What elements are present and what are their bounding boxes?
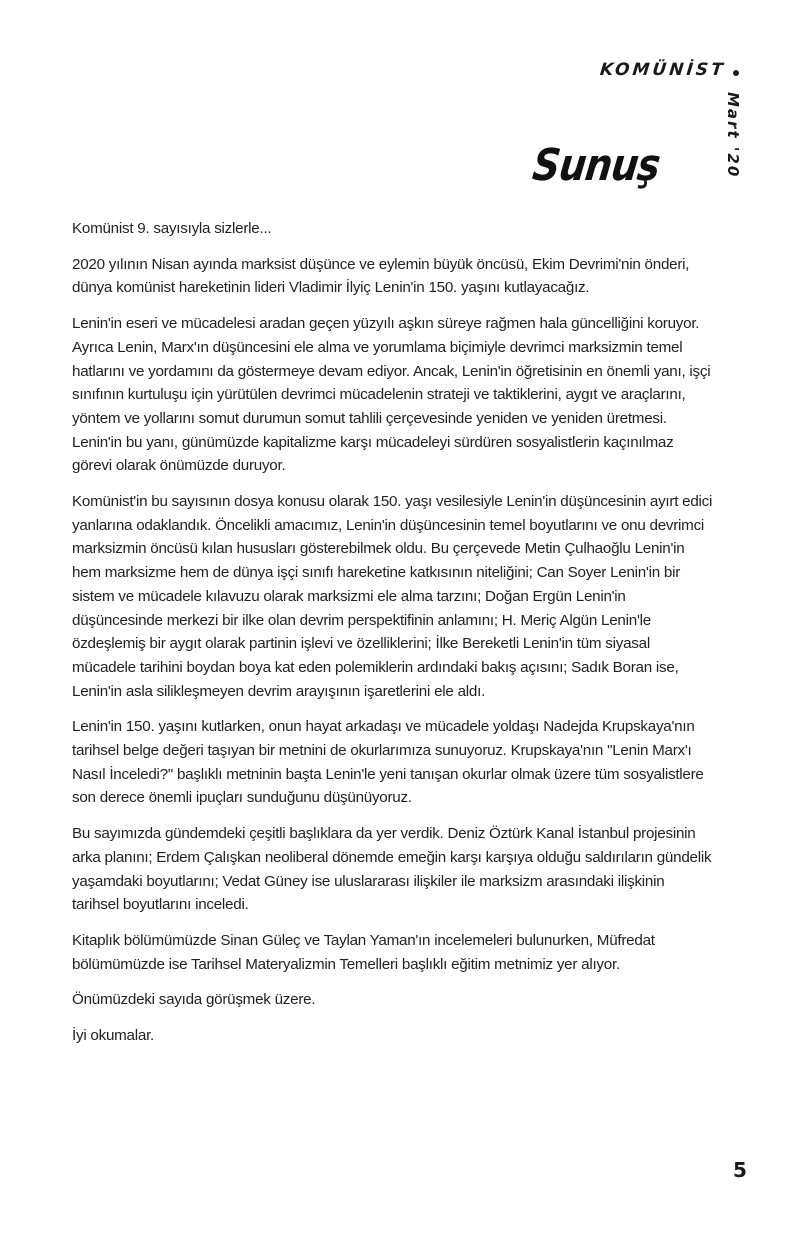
paragraph-library: Kitaplık bölümümüzde Sinan Güleç ve Taylan Yaman'ın incelemeleri bulunurken, Müfredat bölümümüzde ise Tarihsel Materyalizmin Temelleri başlıklı eğitim metnimiz yer alıyor. xyxy=(72,931,655,973)
paragraph-dossier: Komünist'in bu sayısının dosya konusu olarak 150. yaşı vesilesiyle Lenin'in düşüncesinin ayırt edici yanlarına odaklandık. Öncelikli amacımız, Lenin'in düşüncesinin temel boyutlarını ve onu devrimci marksizmin öncüsü kılan hususları gösterebilmek oldu. Bu çerçevede Metin Çulhaoğlu Lenin'in hem marksizme hem de dünya işçi sınıfı hareketine katkısının niteliğini; Can Soyer Lenin'in bir sistem ve mücadele kılavuzu olarak marksizmi ele alma tarzını; Doğan Ergün Lenin'in düşüncesinde merkezi bir ilke olan devrim perspektifinin anlamını; H. Meriç Algün Lenin'le özdeşlemiş bir aygıt olarak partinin işlevi ve özelliklerini; İlke Bereketli Lenin'in tüm siyasal mücadele tarihini boydan boya kat eden polemiklerin ardındaki bakış açısını; Sadık Boran ise, Lenin'in asla silikleşmeyen devrim arayışının işaretlerini ele aldı. xyxy=(72,493,713,700)
paragraph-intro: Komünist 9. sayısıyla sizlerle... xyxy=(72,220,272,237)
page-title: Sunuş xyxy=(529,140,663,191)
paragraph-anniversary: 2020 yılının Nisan ayında marksist düşünce ve eylemin büyük öncüsü, Ekim Devrimi'nin önderi, dünya komünist hareketinin lideri Vladimir İlyiç Lenin'in 150. yaşını kutlayacağız. xyxy=(72,255,690,297)
paragraph-current-topics: Bu sayımızda gündemdeki çeşitli başlıklara da yer verdik. Deniz Öztürk Kanal İstanbul projesinin arka planını; Erdem Çalışkan neoliberal dönemde emeğin karşı karşıya olduğu saldırıların gündelik yaşamdaki boyutlarını; Vedat Güney ise uluslararası ilişkiler ile marksizm arasındaki ilişkinin tarihsel boyutlarını inceledi. xyxy=(72,825,712,914)
article-body xyxy=(72,217,714,1060)
issue-date: Mart '20 xyxy=(724,92,742,179)
paragraph-krupskaya: Lenin'in 150. yaşını kutlarken, onun hayat arkadaşı ve mücadele yoldaşı Nadejda Krupskaya'nın tarihsel belge değeri taşıyan bir metnini de okurlarımıza sunuyoruz. Krupskaya'nın "Lenin Marx'ı Nasıl İnceledi?" başlıklı metninin başta Lenin'le yeni tanışan okurlar olmak üzere tüm sosyalistlere son derece önemli ipuçları sunduğunu düşünüyoruz. xyxy=(72,718,704,807)
magazine-name: KOMÜNİST xyxy=(598,60,727,80)
paragraph-farewell: Önümüzdeki sayıda görüşmek üzere. xyxy=(72,991,316,1009)
bullet-separator-icon xyxy=(733,70,739,76)
paragraph-lenin-relevance: Lenin'in eseri ve mücadelesi aradan geçen yüzyılı aşkın süreye rağmen hala güncelliğini koruyor. Ayrıca Lenin, Marx'ın düşüncesini ele alma ve yorumlama biçimiyle devrimci marksizmin temel hatlarını ve yordamını da göstermeye devam ediyor. Ancak, Lenin'in öğretisinin en önemli yanı, işçi sınıfının kurtuluşu için yürütülen devrimci mücadelenin strateji ve taktiklerini, aygıt ve araçlarını, yöntem ve yollarını somut durumun somut tahlili çerçevesinde yeniden ve yeniden üretmesi. Lenin'in bu yanı, günümüzde kapitalizme karşı mücadeleyi sürdüren sosyalistlerin kaçınılmaz görevi olarak önümüzde duruyor. xyxy=(72,315,711,475)
paragraph-closing: İyi okumalar. xyxy=(72,1027,155,1045)
page-number: 5 xyxy=(733,1158,747,1182)
